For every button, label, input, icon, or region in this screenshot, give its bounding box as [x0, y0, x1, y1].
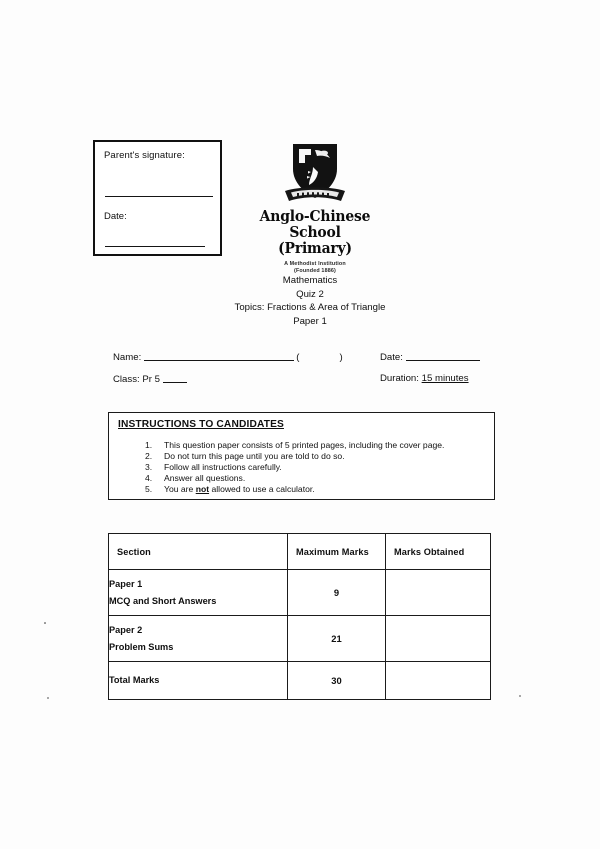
- instruction-text: Answer all questions.: [164, 473, 246, 484]
- school-identity: [236, 141, 394, 275]
- cell-obtained-paper2[interactable]: [386, 616, 491, 662]
- school-name-line1: Anglo-Chinese School: [259, 208, 371, 242]
- cell-max-marks-paper2: 21: [288, 616, 386, 662]
- section-line2: MCQ and Short Answers: [109, 595, 217, 606]
- instructions-box: [108, 412, 495, 500]
- section-line1: Paper 2: [109, 624, 143, 635]
- signature-date-line: [105, 246, 205, 247]
- instruction-number: 2.: [145, 451, 153, 462]
- instruction-text: You are: [164, 484, 196, 495]
- school-crest-icon: [279, 141, 351, 207]
- class-label: Class: Pr 5: [113, 374, 160, 385]
- scan-speckle: [519, 695, 521, 697]
- index-close-paren: ): [339, 352, 343, 363]
- date-label: Date:: [380, 352, 403, 363]
- instruction-text: Follow all instructions carefully.: [164, 462, 282, 473]
- cell-section-paper1: [109, 570, 288, 616]
- header-section: Section: [109, 534, 288, 570]
- scan-speckle: [44, 622, 46, 624]
- section-line1: Paper 1: [109, 578, 143, 589]
- subject-label: Mathematics: [282, 275, 338, 286]
- table-row: [109, 616, 491, 662]
- school-motto-line1: A Methodist Institution: [284, 260, 346, 267]
- instruction-text-tail: allowed to use a calculator.: [209, 484, 315, 495]
- class-field-row: [113, 373, 187, 385]
- name-input[interactable]: [144, 351, 294, 361]
- assessment-label: Quiz 2: [296, 288, 324, 300]
- instruction-item: [118, 440, 488, 451]
- cell-section-paper2: [109, 616, 288, 662]
- instruction-item: [118, 473, 488, 484]
- instruction-item: [118, 462, 488, 473]
- instructions-list: [118, 440, 488, 495]
- instruction-item: [118, 451, 488, 462]
- header-marks-obtained: Marks Obtained: [386, 534, 491, 570]
- parent-signature-box: [93, 140, 222, 256]
- date-field-row: [380, 351, 480, 363]
- parent-signature-label: Parent's signature:: [104, 150, 185, 161]
- marks-summary-table: [108, 533, 491, 700]
- parent-signature-line: [105, 196, 213, 197]
- instruction-text: This question paper consists of 5 printed pages, including the cover page.: [164, 440, 445, 450]
- table-header-row: [109, 534, 491, 570]
- scan-speckle: [47, 697, 49, 699]
- cell-obtained-total[interactable]: [386, 662, 491, 700]
- table-row: [109, 570, 491, 616]
- cell-section-total: Total Marks: [109, 662, 288, 700]
- class-input[interactable]: [163, 373, 187, 383]
- instruction-item: [118, 484, 488, 495]
- instruction-number: 3.: [145, 462, 153, 473]
- name-label: Name:: [113, 352, 142, 363]
- duration-label: Duration:: [380, 373, 419, 384]
- cell-max-marks-total: 30: [288, 662, 386, 700]
- instructions-title: INSTRUCTIONS TO CANDIDATES: [118, 419, 284, 430]
- instruction-number: 5.: [145, 484, 153, 495]
- instruction-number: 4.: [145, 473, 153, 484]
- school-name-line2: (Primary): [278, 240, 352, 258]
- index-open-paren: (: [296, 352, 300, 363]
- signature-date-label: Date:: [104, 211, 127, 222]
- cell-obtained-paper1[interactable]: [386, 570, 491, 616]
- section-line2: Problem Sums: [109, 641, 174, 652]
- instruction-text: Do not turn this page until you are told to do so.: [164, 451, 345, 462]
- instruction-number: 1.: [145, 440, 153, 450]
- header-maximum-marks: Maximum Marks: [288, 534, 386, 570]
- topics-label: Topics: Fractions & Area of Triangle: [234, 302, 386, 314]
- duration-value: 15 minutes: [421, 373, 469, 384]
- paper-title-block: [150, 274, 470, 328]
- cell-max-marks-paper1: 9: [288, 570, 386, 616]
- table-row: [109, 662, 491, 700]
- instruction-emphasis: not: [195, 484, 210, 495]
- duration-field-row: [380, 373, 469, 384]
- name-field-row: [113, 351, 343, 363]
- paper-number-label: Paper 1: [293, 315, 327, 327]
- date-input[interactable]: [406, 351, 480, 361]
- school-motto-line2: (Founded 1886): [294, 268, 336, 274]
